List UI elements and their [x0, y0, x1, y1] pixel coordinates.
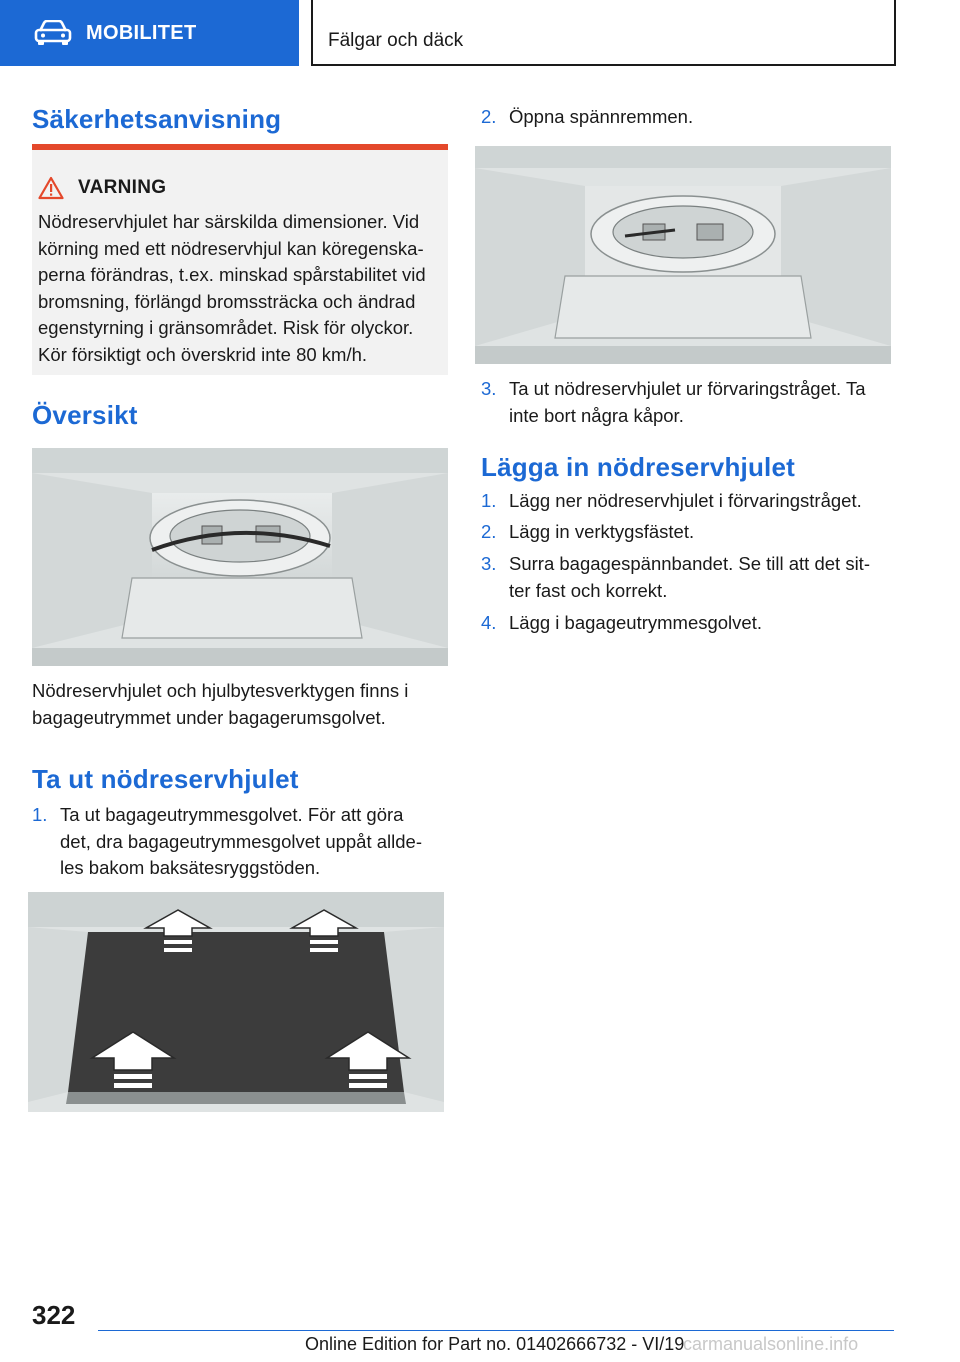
insert-step-4	[481, 610, 891, 638]
insert-step-1	[481, 488, 891, 516]
warning-line: egenstyrning i gränsområdet. Risk för olyckor.	[38, 317, 414, 338]
safety-heading: Säkerhetsanvisning	[32, 104, 282, 134]
warning-line: körning med ett nödreservhjul kan köregenska-	[38, 237, 424, 259]
step-text: Surra bagagespännbandet. Se till att det sit-	[509, 553, 870, 574]
warning-label: VARNING	[78, 177, 167, 198]
spare-wheel-strap-illustration	[475, 146, 891, 364]
warning-line: perna förändras, t.ex. minskad spårstabilitet vid	[38, 264, 426, 285]
warning-line: Kör försiktigt och överskrid inte 80 km/h.	[38, 343, 368, 365]
chapter-tab[interactable]	[0, 0, 299, 66]
step-text: ter fast och korrekt.	[509, 579, 668, 601]
step-number: 1.	[481, 490, 497, 511]
step-number: 1.	[32, 804, 48, 825]
step-text: Lägg i bagageutrymmesgolvet.	[509, 612, 762, 633]
insert-step-2	[481, 519, 891, 547]
trunk-floor-illustration	[28, 892, 444, 1112]
step-number: 2.	[481, 106, 497, 127]
section-header	[311, 0, 896, 66]
step-text: Öppna spännremmen.	[509, 106, 694, 127]
warning-triangle-icon	[38, 176, 64, 200]
warning-box	[32, 144, 448, 375]
footer-divider	[98, 1330, 894, 1331]
chapter-title: MOBILITET	[86, 21, 197, 44]
warning-line: Nödreservhjulet har särskilda dimensioner. Vid	[38, 211, 420, 232]
insert-heading: Lägga in nödreservhjulet	[481, 452, 795, 482]
section-title: Fälgar och däck	[328, 30, 464, 51]
edition-text: Online Edition for Part no. 01402666732 - VI/19	[305, 1334, 685, 1354]
step-text: Ta ut nödreservhjulet ur förvaringstråget. Ta	[509, 378, 866, 399]
step-number: 2.	[481, 521, 497, 542]
step-number: 3.	[481, 553, 497, 574]
overview-heading: Översikt	[32, 400, 138, 430]
spare-wheel-overview-illustration	[32, 448, 448, 666]
step-text: inte bort några kåpor.	[509, 404, 684, 426]
step-text: Ta ut bagageutrymmesgolvet. För att göra	[60, 804, 404, 825]
step-number: 4.	[481, 612, 497, 633]
step-text: Lägg in verktygsfästet.	[509, 521, 695, 542]
overview-caption	[32, 678, 408, 731]
insert-step-3	[481, 551, 891, 607]
step-text: det, dra bagageutrymmesgolvet uppåt allde-	[60, 830, 422, 852]
page-number: 322	[32, 1300, 76, 1330]
step-text: Lägg ner nödreservhjulet i förvaringstråget.	[509, 490, 862, 511]
step-number: 3.	[481, 378, 497, 399]
warning-line: bromsning, förlängd bromssträcka och ändrad	[38, 290, 416, 312]
warning-text	[38, 209, 448, 368]
caption-line: bagageutrymmet under bagagerumsgolvet.	[32, 706, 386, 728]
watermark: carmanualsonline.info	[683, 1334, 859, 1354]
remove-step-3	[481, 376, 891, 432]
remove-heading: Ta ut nödreservhjulet	[32, 764, 299, 794]
remove-step-2	[481, 104, 891, 132]
remove-step-1	[32, 802, 448, 882]
step-text: les bakom baksätesryggstöden.	[60, 857, 321, 878]
car-front-icon	[34, 20, 72, 46]
caption-line: Nödreservhjulet och hjulbytesverktygen finns i	[32, 680, 409, 701]
